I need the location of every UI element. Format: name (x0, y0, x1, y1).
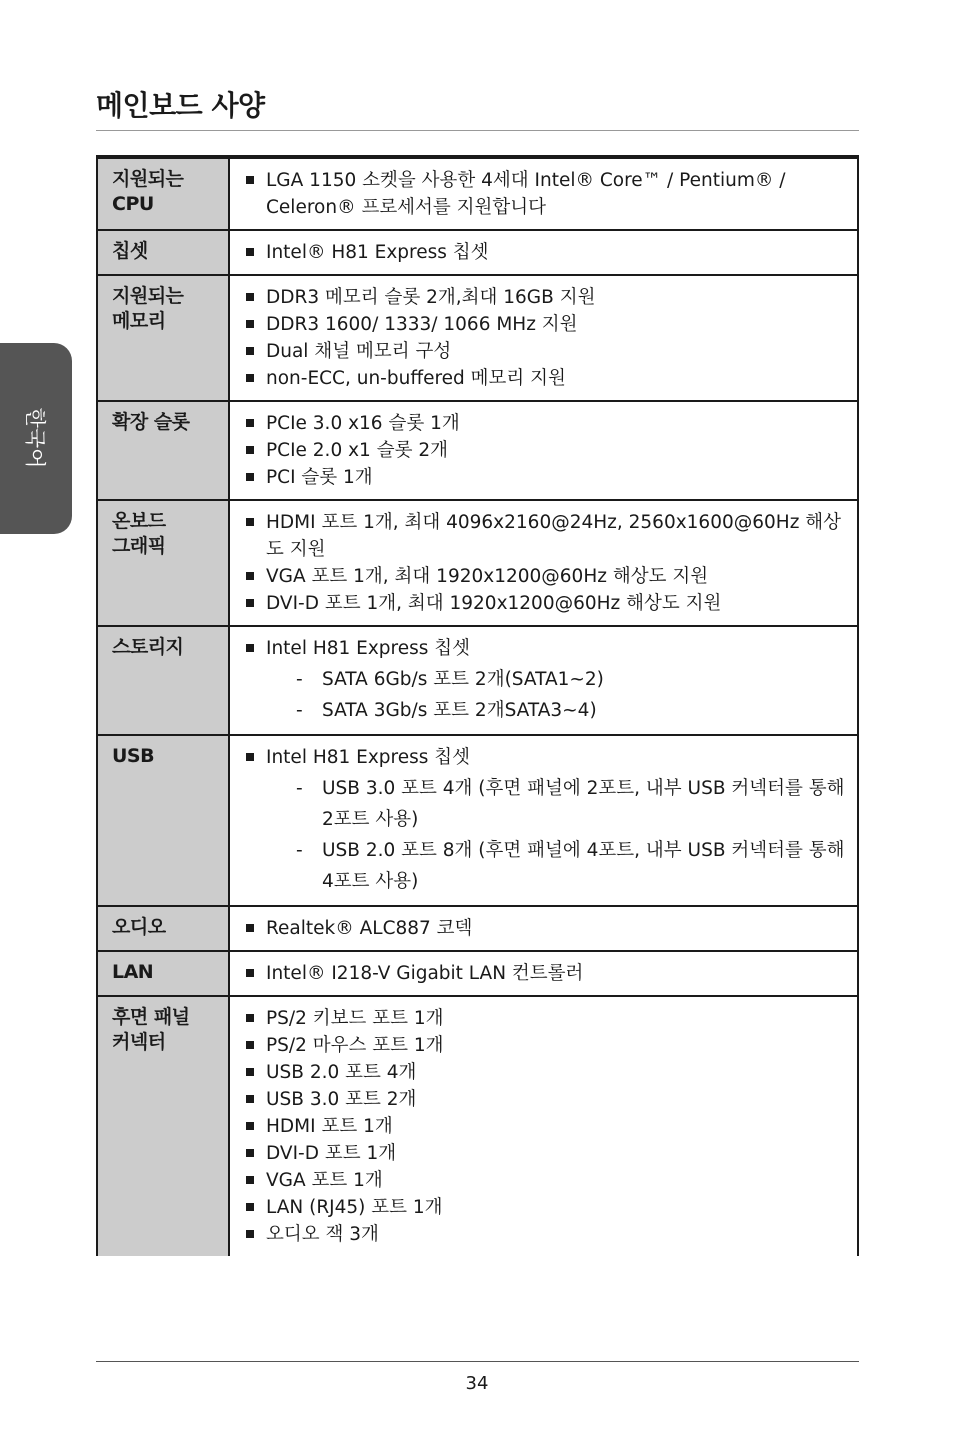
spec-item-text: DVI-D 포트 1개 (266, 1143, 397, 1164)
spec-item-text: DDR3 1600/ 1333/ 1066 MHz 지원 (266, 314, 578, 335)
spec-item (244, 915, 847, 942)
spec-row (97, 735, 858, 906)
spec-value-cell (229, 906, 858, 951)
spec-name-cell (97, 500, 229, 626)
spec-value-cell (229, 275, 858, 401)
spec-item-text: Intel H81 Express 칩셋 (266, 638, 471, 659)
spec-table-body (97, 157, 858, 1256)
spec-value-cell (229, 951, 858, 996)
spec-name-cell (97, 626, 229, 735)
spec-item (244, 1032, 847, 1059)
spec-value-cell (229, 996, 858, 1256)
spec-item (244, 1059, 847, 1086)
title-divider (96, 130, 859, 131)
language-tab-label: 한국어 (23, 407, 47, 469)
spec-item (244, 284, 847, 311)
spec-item-text: HDMI 포트 1개, 최대 4096x2160@24Hz, 2560x1600@60Hz 해상도 지원 (266, 512, 842, 560)
spec-item (244, 239, 847, 266)
spec-subitem-list (266, 773, 847, 897)
spec-name: 오디오 (112, 916, 166, 938)
spec-name-cell (97, 275, 229, 401)
spec-item (244, 563, 847, 590)
spec-item-text: non-ECC, un-buffered 메모리 지원 (266, 368, 566, 389)
spec-row (97, 401, 858, 500)
spec-item (244, 590, 847, 617)
spec-row (97, 157, 858, 230)
spec-name-cell (97, 401, 229, 500)
spec-item (244, 635, 847, 726)
spec-item (244, 437, 847, 464)
spec-item-list (244, 410, 847, 491)
spec-item (244, 1005, 847, 1032)
spec-name: 확장 슬롯 (112, 411, 190, 433)
spec-item-text: VGA 포트 1개 (266, 1170, 383, 1191)
spec-item-list (244, 167, 847, 221)
spec-value-cell (229, 500, 858, 626)
spec-item-text: HDMI 포트 1개 (266, 1116, 393, 1137)
spec-item-list (244, 509, 847, 617)
spec-subitem: - SATA 3Gb/s 포트 2개SATA3~4) (266, 695, 847, 726)
spec-row (97, 951, 858, 996)
spec-item-text: Realtek® ALC887 코덱 (266, 918, 473, 939)
spec-item-list (244, 284, 847, 392)
spec-name-cell (97, 157, 229, 230)
spec-row (97, 275, 858, 401)
spec-value-cell (229, 157, 858, 230)
spec-row (97, 626, 858, 735)
spec-item-text: DVI-D 포트 1개, 최대 1920x1200@60Hz 해상도 지원 (266, 593, 722, 614)
spec-item (244, 1221, 847, 1248)
spec-item (244, 1113, 847, 1140)
spec-item-text: USB 2.0 포트 4개 (266, 1062, 417, 1083)
spec-item-text: PS/2 마우스 포트 1개 (266, 1035, 444, 1056)
spec-subitem-list (266, 664, 847, 726)
spec-item-text: VGA 포트 1개, 최대 1920x1200@60Hz 해상도 지원 (266, 566, 709, 587)
spec-row (97, 996, 858, 1256)
spec-item (244, 311, 847, 338)
spec-item-list (244, 915, 847, 942)
language-side-tab (0, 343, 72, 534)
spec-name: LAN (112, 961, 154, 983)
spec-subitem: - USB 2.0 포트 8개 (후면 패널에 4포트, 내부 USB 커넥터를 통해 4포트 사용) (266, 835, 847, 897)
spec-subitem: - SATA 6Gb/s 포트 2개(SATA1~2) (266, 664, 847, 695)
spec-value-cell (229, 735, 858, 906)
spec-item (244, 410, 847, 437)
spec-item-text: PCIe 2.0 x1 슬롯 2개 (266, 440, 448, 461)
spec-row (97, 906, 858, 951)
spec-name-cell (97, 230, 229, 275)
spec-item-list (244, 1005, 847, 1248)
spec-item (244, 365, 847, 392)
spec-value-cell (229, 230, 858, 275)
spec-row (97, 230, 858, 275)
spec-item (244, 960, 847, 987)
spec-item-text: PCIe 3.0 x16 슬롯 1개 (266, 413, 460, 434)
spec-row (97, 500, 858, 626)
spec-item-text: LAN (RJ45) 포트 1개 (266, 1197, 443, 1218)
footer-divider (96, 1361, 859, 1362)
spec-item-list (244, 635, 847, 726)
spec-item-text: 오디오 잭 3개 (266, 1224, 379, 1245)
spec-item-list (244, 239, 847, 266)
spec-item (244, 1086, 847, 1113)
spec-value-cell (229, 401, 858, 500)
spec-item-text: LGA 1150 소켓을 사용한 4세대 Intel® Core™ / Pentium® / Celeron® 프로세서를 지원합니다 (266, 170, 786, 218)
spec-name-cell (97, 906, 229, 951)
spec-item-list (244, 960, 847, 987)
spec-name: 온보드 그래픽 (112, 510, 166, 557)
spec-item (244, 167, 847, 221)
spec-item-text: Intel® I218-V Gigabit LAN 컨트롤러 (266, 963, 584, 984)
spec-table (96, 155, 859, 1256)
spec-name: USB (112, 745, 155, 767)
spec-name-cell (97, 996, 229, 1256)
spec-item-text: DDR3 메모리 슬롯 2개,최대 16GB 지원 (266, 287, 596, 308)
spec-subitem: - USB 3.0 포트 4개 (후면 패널에 2포트, 내부 USB 커넥터를 통해 2포트 사용) (266, 773, 847, 835)
spec-item (244, 1140, 847, 1167)
spec-item (244, 1194, 847, 1221)
spec-item (244, 1167, 847, 1194)
spec-item-text: USB 3.0 포트 2개 (266, 1089, 417, 1110)
page-title: 메인보드 사양 (96, 89, 265, 122)
spec-item-text: Dual 채널 메모리 구성 (266, 341, 452, 362)
spec-item (244, 509, 847, 563)
spec-name: 후면 패널 커넥터 (112, 1006, 190, 1053)
spec-name: 칩셋 (112, 240, 148, 262)
spec-item-text: Intel H81 Express 칩셋 (266, 747, 471, 768)
spec-value-cell (229, 626, 858, 735)
spec-name: 스토리지 (112, 636, 184, 658)
spec-item (244, 464, 847, 491)
spec-item-text: PCI 슬롯 1개 (266, 467, 373, 488)
spec-item-text: PS/2 키보드 포트 1개 (266, 1008, 444, 1029)
spec-name: 지원되는 메모리 (112, 285, 184, 332)
spec-item (244, 338, 847, 365)
spec-item-text: Intel® H81 Express 칩셋 (266, 242, 489, 263)
spec-name-cell (97, 951, 229, 996)
spec-item (244, 744, 847, 897)
spec-name: 지원되는 CPU (112, 168, 184, 215)
spec-name-cell (97, 735, 229, 906)
page-number: 34 (465, 1373, 489, 1394)
spec-item-list (244, 744, 847, 897)
